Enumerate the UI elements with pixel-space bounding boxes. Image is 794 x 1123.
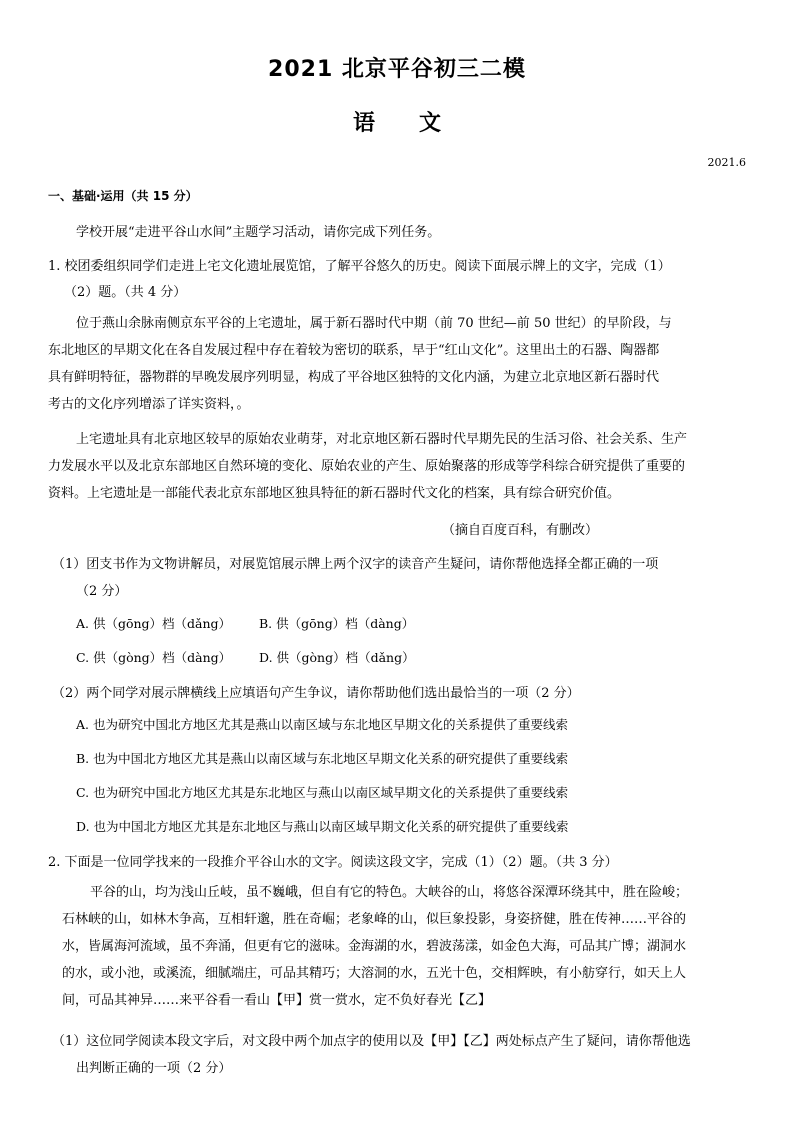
q1-stem-line2: （2）题。（共 4 分） xyxy=(64,285,187,300)
passage-line: 考古的文化序列增添了详实资料，。 xyxy=(48,397,250,412)
q1-sub1-option-b: B. 供（gōng）档（dàng） xyxy=(259,616,415,631)
passage-line: 资料。上宅遗址是一部能代表北京东部地区独具特征的新石器时代文化的档案，具有综合研究价值。 xyxy=(48,486,621,501)
q2-stem: 2. 下面是一位同学找来的一段推介平谷山水的文字。阅读这段文字，完成（1）（2）题。（共 3 分） xyxy=(48,855,618,870)
q1-passage-paragraph-2 xyxy=(48,426,687,507)
passage-line: 上宅遗址具有北京地区较早的原始农业萌芽，对北京地区新石器时代早期先民的生活习俗、社会关系、生产 xyxy=(76,432,688,447)
passage-source: （摘自百度百科，有删改） xyxy=(442,523,599,538)
q1-sub2-option-c: C. 也为研究中国北方地区尤其是东北地区与燕山以南区域早期文化的关系提供了重要线索 xyxy=(76,785,569,800)
q1-sub2-stem: （2）两个同学对展示牌横线上应填语句产生争议，请你帮助他们选出最恰当的一项（2 分） xyxy=(52,686,580,701)
q1-sub1-stem-line2: （2 分） xyxy=(76,584,128,599)
passage-line: 具有鲜明特征，器物群的早晚发展序列明显，构成了平谷地区独特的文化内涵，为建立北京地区新石器时代 xyxy=(48,370,660,385)
subject-title: 语 文 xyxy=(352,111,441,136)
section-heading: 一、基础·运用（共 15 分） xyxy=(48,189,198,203)
q1-sub2-option-a: A. 也为研究中国北方地区尤其是燕山以南区域与东北地区早期文化的关系提供了重要线索 xyxy=(76,717,568,732)
passage-line: 水，皆属海河流域，虽不奔涌，但更有它的滋味。金海湖的水，碧波荡漾，如金色大海，可品其广博；湖洞水 xyxy=(62,939,687,954)
exam-title: 2021 北京平谷初三二模 xyxy=(268,57,526,82)
q2-passage xyxy=(62,879,688,1014)
q1-sub1-option-a: A. 供（gōng）档（dǎng） xyxy=(76,616,232,631)
q1-sub2-option-b: B. 也为中国北方地区尤其是燕山以南区域与东北地区早期文化关系的研究提供了重要线索 xyxy=(76,751,569,766)
q2-sub1-stem-line1: （1）这位同学阅读本段文字后，对文段中两个加点字的使用以及【甲】【乙】两处标点产生了疑问，请你帮他选 xyxy=(52,1034,691,1049)
passage-line: 东北地区的早期文化在各自发展过程中存在着较为密切的联系，早于“红山文化”。这里出土的石器、陶器都 xyxy=(48,343,660,358)
passage-line: 位于燕山余脉南侧京东平谷的上宅遗址，属于新石器时代中期（前 70 世纪—前 50 世纪）的早阶段，与 xyxy=(76,316,672,331)
q2-sub1-stem-line2: 出判断正确的一项（2 分） xyxy=(76,1061,232,1076)
passage-line: 平谷的山，均为浅山丘岐，虽不巍峨，但自有它的特色。大峡谷的山，将悠谷深潭环绕其中，胜在险峻； xyxy=(90,885,689,900)
q1-sub2-option-d: D. 也为中国北方地区尤其是东北地区与燕山以南区域早期文化关系的研究提供了重要线索 xyxy=(76,819,569,834)
q1-sub1-option-c: C. 供（gòng）档（dàng） xyxy=(76,650,232,665)
passage-line: 石林峡的山，如林木争高，互相轩邈，胜在奇崛；老象峰的山，似巨象投影，身姿挤健，胜在传神……平谷的 xyxy=(62,912,687,927)
q1-stem-line1: 1. 校团委组织同学们走进上宅文化遗址展览馆，了解平谷悠久的历史。阅读下面展示牌上的文字，完成（1） xyxy=(48,259,671,274)
passage-line: 的水，或小池，或溪流，细腻端庄，可品其精巧；大溶洞的水，五光十色，交相辉映，有小舫穿行，如天上人 xyxy=(62,966,687,981)
passage-line: 间，可品其神异……来平谷看一看山【甲】赏一赏水，定不负好春光【乙】 xyxy=(62,993,492,1008)
q1-passage-paragraph-1 xyxy=(48,310,672,418)
exam-date: 2021.6 xyxy=(707,156,746,169)
passage-line: 力发展水平以及北京东部地区自然环境的变化、原始农业的产生、原始聚落的形成等学科综合研究提供了重要的 xyxy=(48,459,686,474)
q1-sub1-stem-line1: （1）团支书作为文物讲解员，对展览馆展示牌上两个汉字的读音产生疑问，请你帮他选择全都正确的一项 xyxy=(52,557,659,572)
q1-sub1-option-d: D. 供（gòng）档（dǎng） xyxy=(259,650,415,665)
section-intro: 学校开展“走进平谷山水间”主题学习活动，请你完成下列任务。 xyxy=(76,225,441,240)
